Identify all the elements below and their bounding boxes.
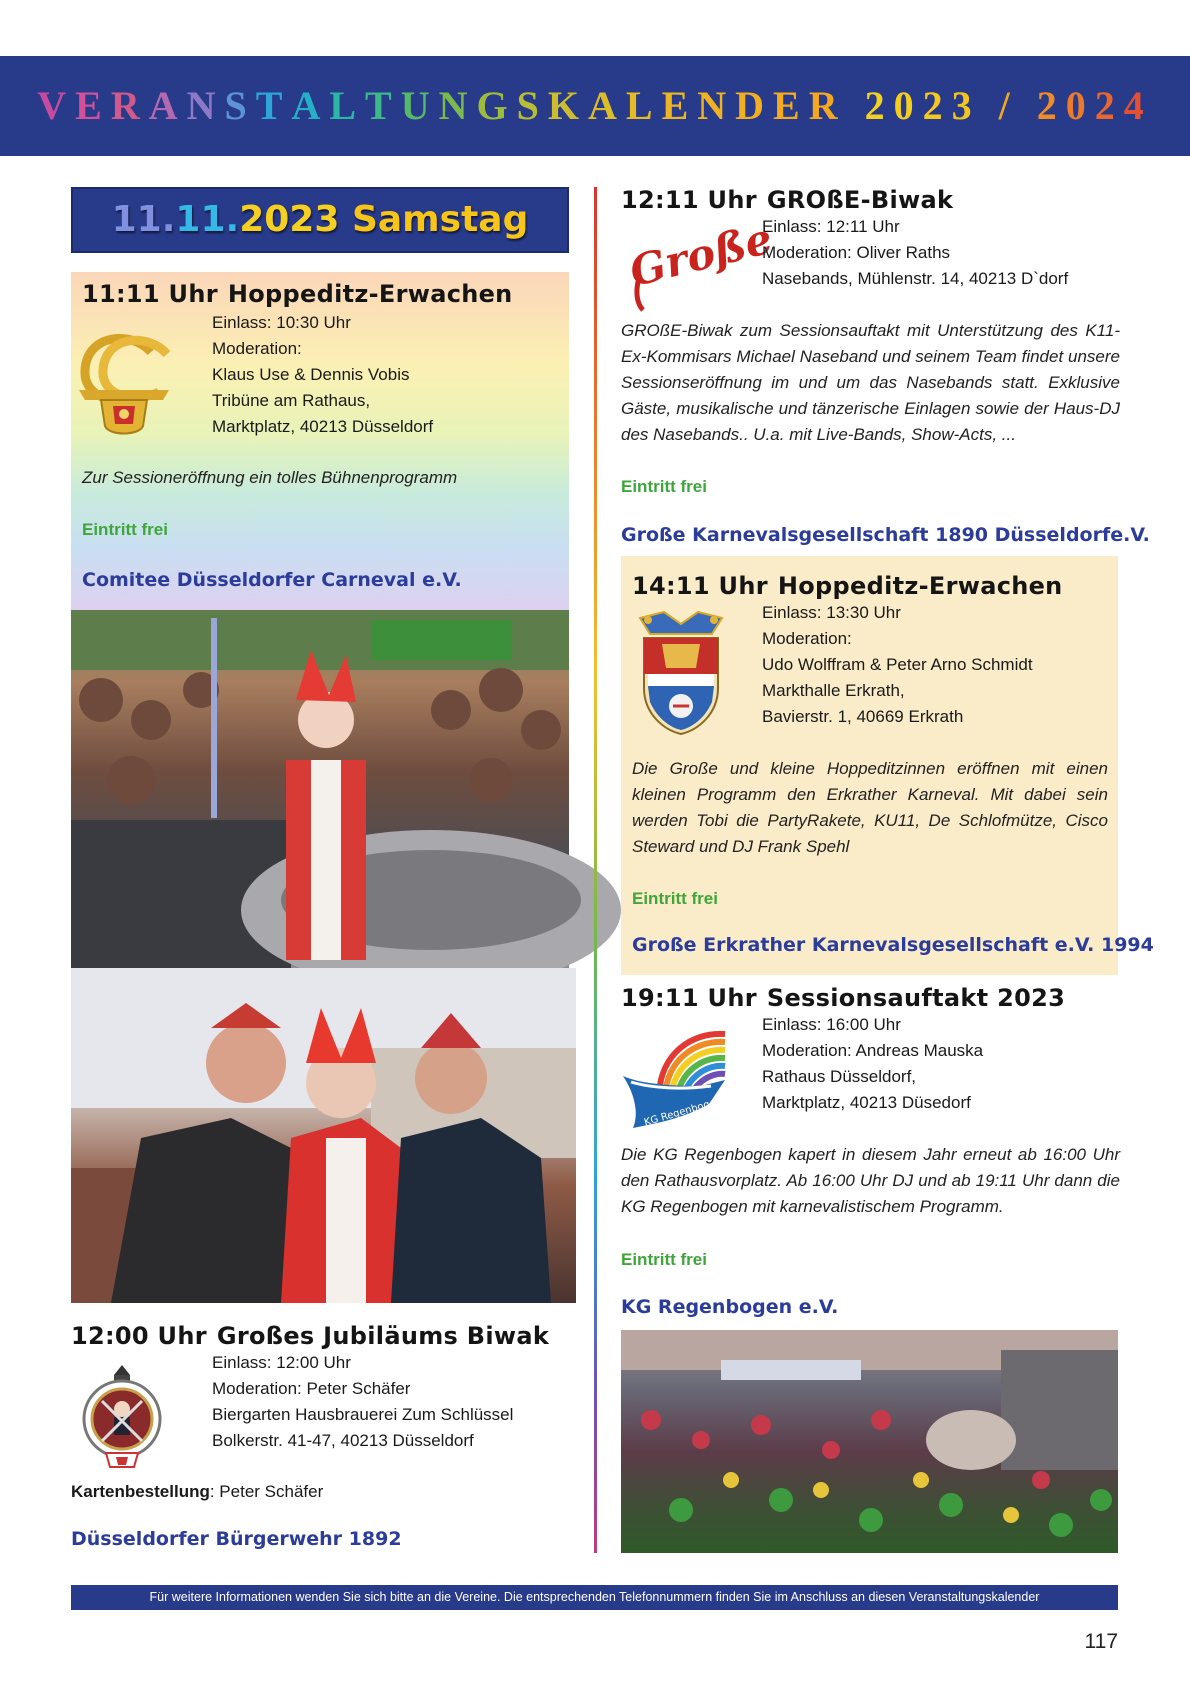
event4-title: Hoppeditz-Erwachen [777,572,1063,600]
title-letter: 0 [893,83,923,128]
title-space [847,56,865,156]
event3-title: GROßE-Biwak [766,186,954,214]
title-letter: T [365,83,401,128]
event3-entry-free: Eintritt frei [621,477,707,496]
event5-heading [621,984,1065,1012]
page-title [0,56,1190,156]
event4-entry-time: Einlass: 13:30 Uhr [762,603,901,622]
event1-title: Hoppeditz-Erwachen [227,280,513,308]
event1-moderation-label: Moderation: [212,339,302,358]
photo-crowd-marktplatz [621,1330,1118,1553]
date-part-month: 11. [175,199,240,240]
event1-info [212,310,433,440]
event4-organizer: Große Erkrather Karnevalsgesellschaft e.V. 1994 [632,934,1154,956]
title-letter: E [773,83,809,128]
title-letter: 4 [1123,83,1153,128]
event4-description: Die Große und kleine Hoppeditzinnen eröffnen mit einen kleinen Programm den Erkrather Karneval. Mit dabei sein werden Tobi die PartyRakete, KU11, De Schlofmütze, Cisco Steward und DJ Frank Spehl [632,759,1108,856]
buergerwehr-crest-icon [76,1361,168,1471]
title-letter: G [476,83,517,128]
photo-three-men-celebrating [71,968,576,1303]
title-letter: / [998,83,1019,128]
title-letter: R [808,83,847,128]
title-letter: N [697,83,736,128]
event5-info [762,1012,983,1116]
event4-venue: Markthalle Erkrath, [762,681,905,700]
event3-organizer: Große Karnevalsgesellschaft 1890 Düsseldorfe.V. [621,524,1150,546]
title-letter: E [661,83,698,128]
title-letter: D [735,83,774,128]
event1-entry-time: Einlass: 10:30 Uhr [212,313,351,332]
event4-heading [632,572,1063,600]
event4-info [762,600,1033,730]
event5-organizer: KG Regenbogen e.V. [621,1296,839,1318]
footer-info-bar [71,1585,1118,1610]
event5-description: Die KG Regenbogen kapert in diesem Jahr erneut ab 16:00 Uhr den Rathausvorplatz. Ab 16:00 Uhr DJ und ab 19:11 Uhr dann die KG Regenbogen mit karnevalistischem Programm. [621,1145,1120,1216]
event2-venue: Biergarten Hausbrauerei Zum Schlüssel [212,1405,514,1424]
event2-title: Großes Jubiläums Biwak [216,1322,550,1350]
event1-address: Marktplatz, 40213 Düsseldorf [212,417,434,436]
event5-address: Marktplatz, 40213 Düsedorf [762,1093,971,1112]
page-number: 117 [1084,1630,1118,1653]
event4-address: Bavierstr. 1, 40669 Erkrath [762,707,964,726]
event2-entry-time: Einlass: 12:00 Uhr [212,1353,351,1372]
event3-moderation: Moderation: Oliver Raths [762,243,951,262]
title-letter: S [516,83,548,128]
event3-info [762,214,1068,292]
title-letter: S [224,83,256,128]
event1-entry-free: Eintritt frei [82,520,168,539]
event5-title: Sessionsauftakt 2023 [766,984,1066,1012]
event1-heading [82,280,513,308]
title-letter: T [255,83,292,128]
grosse-logo-icon [624,213,778,312]
event5-entry-time: Einlass: 16:00 Uhr [762,1015,901,1034]
event3-venue: Nasebands, Mühlenstr. 14, 40213 D`dorf [762,269,1069,288]
title-letter: R [110,83,149,128]
erkrath-crest-icon [634,610,728,738]
event5-time: 19:11 Uhr [621,984,757,1012]
event2-time: 12:00 Uhr [71,1322,207,1350]
event1-time: 11:11 Uhr [82,280,218,308]
title-letter: 3 [951,83,981,128]
title-letter: N [186,83,225,128]
date-banner [71,187,569,253]
title-letter: V [37,83,76,128]
date-part-day: 11. [111,199,176,240]
title-letter: 0 [1065,83,1095,128]
title-letter: 2 [1094,83,1124,128]
event4-moderators: Udo Wolffram & Peter Arno Schmidt [762,655,1033,674]
event1-moderators: Klaus Use & Dennis Vobis [212,365,410,384]
grosse-logo-text: Große [624,213,778,297]
photo-hoppeditz-jester [71,610,569,968]
event2-info [212,1350,513,1454]
event1-description: Zur Sessioneröffnung ein tolles Bühnenprogramm [82,468,458,487]
event2-moderation: Moderation: Peter Schäfer [212,1379,411,1398]
event5-venue: Rathaus Düsseldorf, [762,1067,917,1086]
title-letter: 2 [922,83,952,128]
event5-entry-free: Eintritt frei [621,1250,707,1269]
event2-address: Bolkerstr. 41-47, 40213 Düsseldorf [212,1431,474,1450]
event1-organizer: Comitee Düsseldorfer Carneval e.V. [82,569,462,591]
cc-logo-icon [73,330,175,446]
date-part-weekday: Samstag [351,199,529,240]
event2-ticket-value: : Peter Schäfer [209,1482,324,1501]
event3-time: 12:11 Uhr [621,186,757,214]
title-letter: K [547,83,588,128]
date-heading [73,189,567,251]
event2-ticket-label: Kartenbestellung [71,1482,210,1501]
event3-entry-time: Einlass: 12:11 Uhr [762,217,900,236]
event4-time: 14:11 Uhr [632,572,768,600]
footer-note: Für weitere Informationen wenden Sie sich bitte an die Vereine. Die entsprechenden Telefonnummern finden Sie im Anschluss an diesen Veranstaltungskalender [149,1590,1040,1604]
event5-moderation: Moderation: Andreas Mauska [762,1041,984,1060]
header-band [0,56,1190,156]
event3-description: GROßE-Biwak zum Sessionsauftakt mit Unterstützung des K11-Ex-Kommisars Michael Naseband und seinem Team findet unsere Sessionseröffnung im und um das Nasebands statt. Exklusive Gäste, musikalische und tänzerische Einlagen sowie der Haus-DJ des Nasebands.. U.a. mit Live-Bands, Show-Acts, ... [621,321,1120,444]
title-letter: 2 [1036,83,1066,128]
event2-organizer: Düsseldorfer Bürgerwehr 1892 [71,1528,402,1550]
event2-ticket-order [71,1479,323,1505]
title-letter: 2 [864,83,894,128]
title-space [981,56,999,156]
title-letter: N [438,83,477,128]
title-letter: A [291,83,330,128]
event1-venue: Tribüne am Rathaus, [212,391,371,410]
event3-heading [621,186,953,214]
title-letter: E [75,83,111,128]
date-part-year: 2023 [239,199,340,240]
kg-regenbogen-logo-icon [621,1024,744,1130]
event4-moderation-label: Moderation: [762,629,852,648]
event2-heading [71,1322,549,1350]
title-letter: A [587,83,626,128]
title-letter: L [625,83,662,128]
title-space [1019,56,1037,156]
event4-entry-free: Eintritt frei [632,889,718,908]
column-divider [594,187,597,1553]
title-letter: A [148,83,187,128]
kg-regenbogen-logo-text: KG Regenbogen e.V. [642,1089,744,1129]
title-letter: L [329,83,366,128]
title-letter: U [400,83,439,128]
